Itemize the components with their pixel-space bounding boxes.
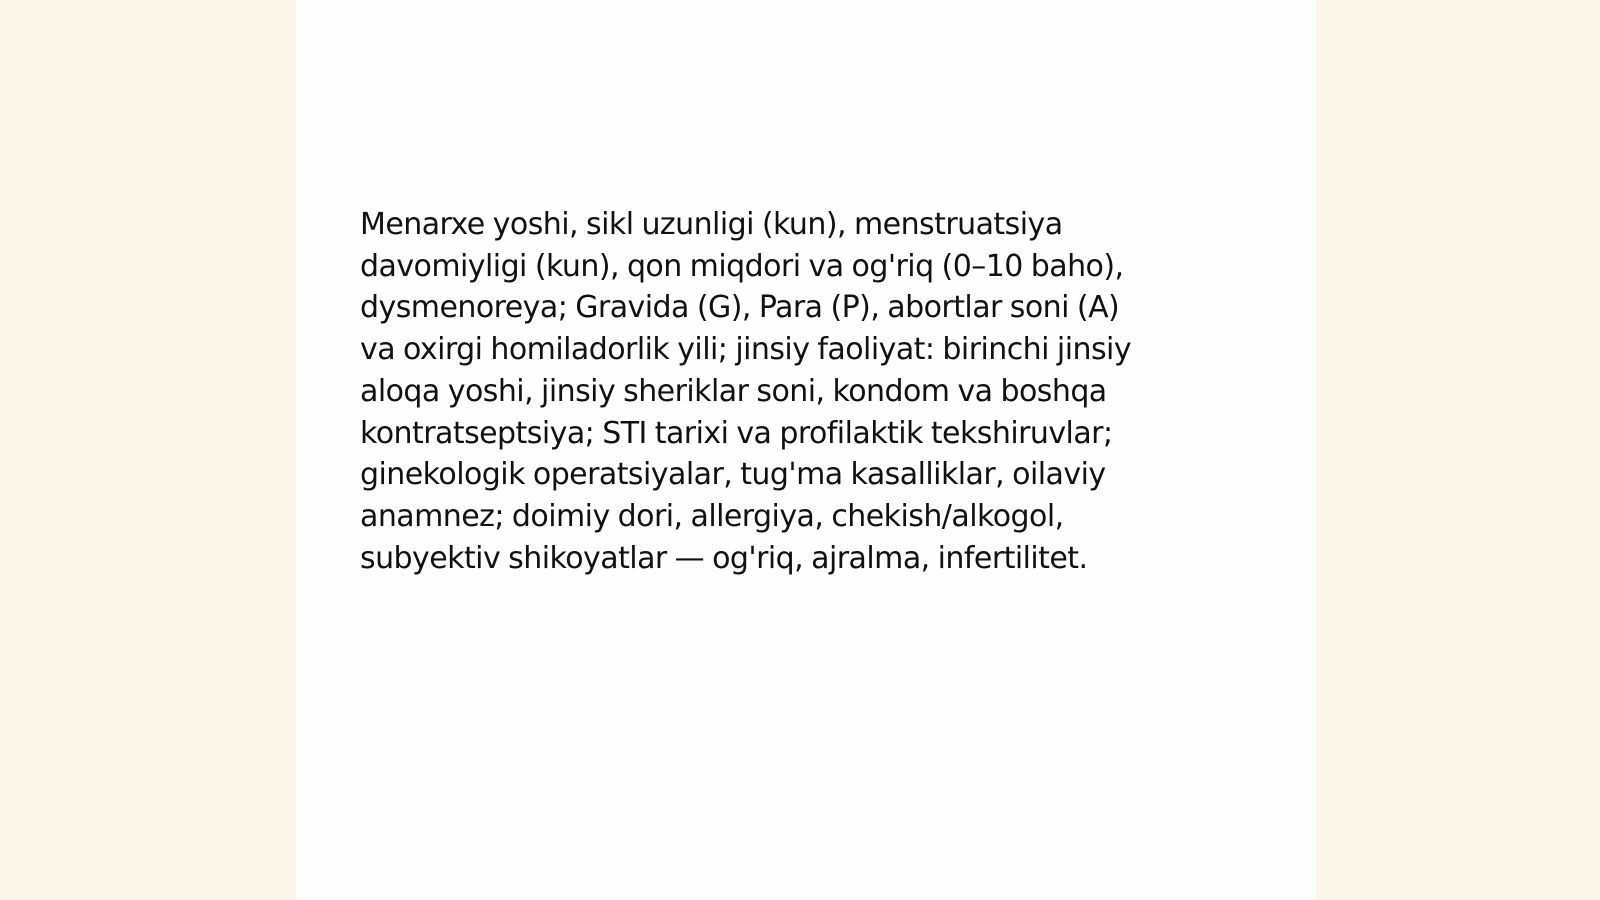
paragraph-line: kontratseptsiya; STI tarixi va profilaktik tekshiruvlar; [360,415,1113,451]
document-page [296,0,1316,900]
paragraph-line: subyektiv shikoyatlar — og'riq, ajralma, infertilitet. [360,540,1088,576]
paragraph-line: aloqa yoshi, jinsiy sheriklar soni, kondom va boshqa [360,373,1107,409]
paragraph-line: Menarxe yoshi, sikl uzunligi (kun), menstruatsiya [360,207,1063,242]
paragraph-line: ginekologik operatsiyalar, tug'ma kasalliklar, oilaviy [360,457,1106,493]
paragraph-line: davomiyligi (kun), qon miqdori va og'riq (0–10 baho), [360,248,1124,284]
paragraph-line: anamnez; doimiy dori, allergiya, chekish/alkogol, [360,498,1064,534]
paragraph-line: va oxirgi homiladorlik yili; jinsiy faoliyat: birinchi jinsiy [360,332,1132,368]
body-paragraph [360,204,1252,579]
paragraph-line: dysmenoreya; Gravida (G), Para (P), abortlar soni (A) [360,290,1120,326]
